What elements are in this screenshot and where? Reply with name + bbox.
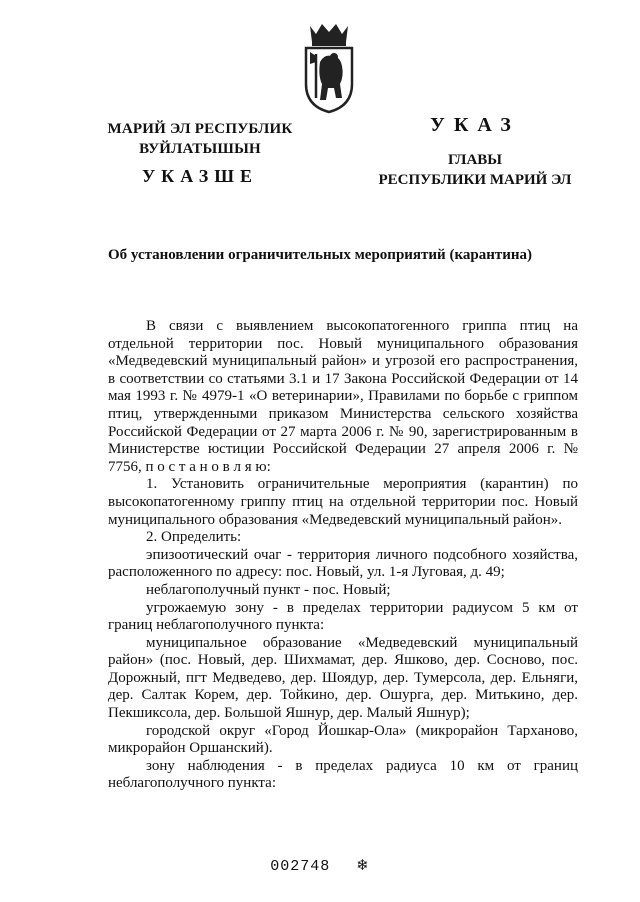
paragraph-threat-zone: угрожаемую зону - в пределах территории радиусом 5 км от границ неблагополучного пункта: [108,599,578,634]
paragraph-point: неблагополучный пункт - пос. Новый; [146,581,391,598]
header-left-title: УКАЗШЕ [141,166,259,186]
header-left-name [95,119,305,159]
republic-emblem-icon [300,22,358,114]
paragraph-observation-zone: зону наблюдения - в пределах радиуса 10 км от границ неблагополучного пункта: [108,757,578,792]
document-body [108,318,578,793]
header-right-title: УКАЗ [430,114,520,136]
paragraph-item-2: 2. Определить: [146,529,242,546]
header-left-line2: ВУЙЛАТЫШЫН [139,141,261,157]
paragraph-municipal: муниципальное образование «Медведевский муниципальный район» (пос. Новый, дер. Шихмамат, дер. Яшково, дер. Сосново, пос. Дорожный, пгт Медведево, дер. Шоядур, дер. Тумерсола, дер. Ельняги, дер. Салтак Корем, дер. Тойкино, дер. Ошурга, дер. Митькино, дер. Пекшиксола, дер. Большой Яшнур, дер. Малый Яшнур); [108,634,578,722]
paragraph-item-1: 1. Установить ограничительные мероприятия (карантин) по высокопатогенному гриппу птиц на отдельной территории пос. Новый муниципального образования «Медведевский муниципальный район». [108,476,578,528]
snowflake-icon: ❄ [356,856,370,874]
paragraph-focus: эпизоотический очаг - территория личного подсобного хозяйства, расположенного по адресу: пос. Новый, ул. 1-я Луговая, д. 49; [108,546,578,581]
header-left-line1: МАРИЙ ЭЛ РЕСПУБЛИК [107,121,293,137]
header-right-name [360,150,590,190]
document-footer [0,856,640,875]
document-number: 002748 [270,858,331,875]
paragraph-city: городской округ «Город Йошкар-Ола» (микрорайон Тарханово, микрорайон Оршанский). [108,722,578,757]
paragraph-preamble: В связи с выявлением высокопатогенного гриппа птиц на отдельной территории пос. Новый муниципального образования «Медведевский муниципальный район» и угрозой его распространения, в соответствии со статьями 3.1 и 17 Закона Российской Федерации от 14 мая 1993 г. № 4979-1 «О ветеринарии», Правилами по борьбе с гриппом птиц, утвержденными приказом Министерства сельского хозяйства Российской Федерации от 27 марта 2006 г. № 90, зарегистрированным в Министерстве юстиции Российской Федерации 27 апреля 2006 г. № 7756, п о с т а н о в л я ю: [108,318,578,475]
document-title: Об установлении ограничительных мероприятий (карантина) [107,247,532,263]
header-right-line2: РЕСПУБЛИКИ МАРИЙ ЭЛ [378,172,572,188]
header-right-line1: ГЛАВЫ [447,152,503,168]
